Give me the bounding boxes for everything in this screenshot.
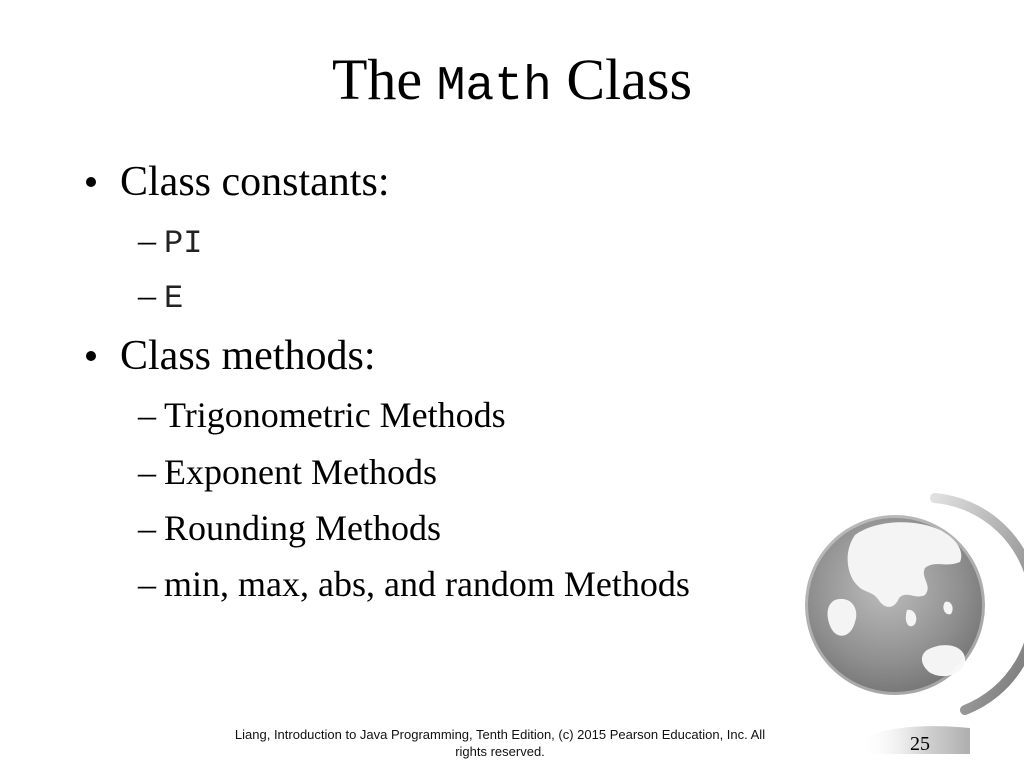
sub-item-min-max-abs-random [138, 562, 690, 606]
title-prefix: The [331, 47, 423, 112]
bullet-label: Class constants: [120, 159, 390, 205]
sub-item-text: E [164, 280, 184, 317]
sub-item-text: min, max, abs, and random Methods [164, 564, 690, 604]
title-code: Math [436, 60, 552, 114]
bullet-class-constants [86, 156, 390, 208]
page-number: 25 [910, 733, 930, 755]
bullet-class-methods [86, 330, 376, 382]
dash: – [138, 508, 156, 548]
sub-item-text: Rounding Methods [164, 508, 442, 548]
dash: – [138, 220, 156, 260]
dash: – [138, 452, 156, 492]
slide-title [0, 44, 1024, 123]
footer-line-2: rights reserved. [455, 744, 545, 759]
sub-item-trigonometric [138, 393, 506, 437]
sub-item-exponent [138, 450, 437, 494]
sub-item-text: PI [164, 225, 203, 262]
sub-item-e [138, 273, 183, 321]
sub-item-rounding [138, 506, 441, 550]
footer-copyright [200, 726, 800, 760]
dash: – [138, 395, 156, 435]
globe-icon [795, 490, 1024, 720]
sub-item-pi [138, 218, 202, 266]
dash: – [138, 275, 156, 315]
bullet-dot [86, 351, 96, 361]
title-suffix: Class [566, 47, 693, 112]
bullet-dot [86, 177, 96, 187]
footer-line-1: Liang, Introduction to Java Programming, Tenth Edition, (c) 2015 Pearson Education, Inc. All [234, 727, 766, 742]
bullet-label: Class methods: [120, 333, 376, 379]
sub-item-text: Exponent Methods [164, 452, 437, 492]
sub-item-text: Trigonometric Methods [164, 395, 506, 435]
dash: – [138, 564, 156, 604]
